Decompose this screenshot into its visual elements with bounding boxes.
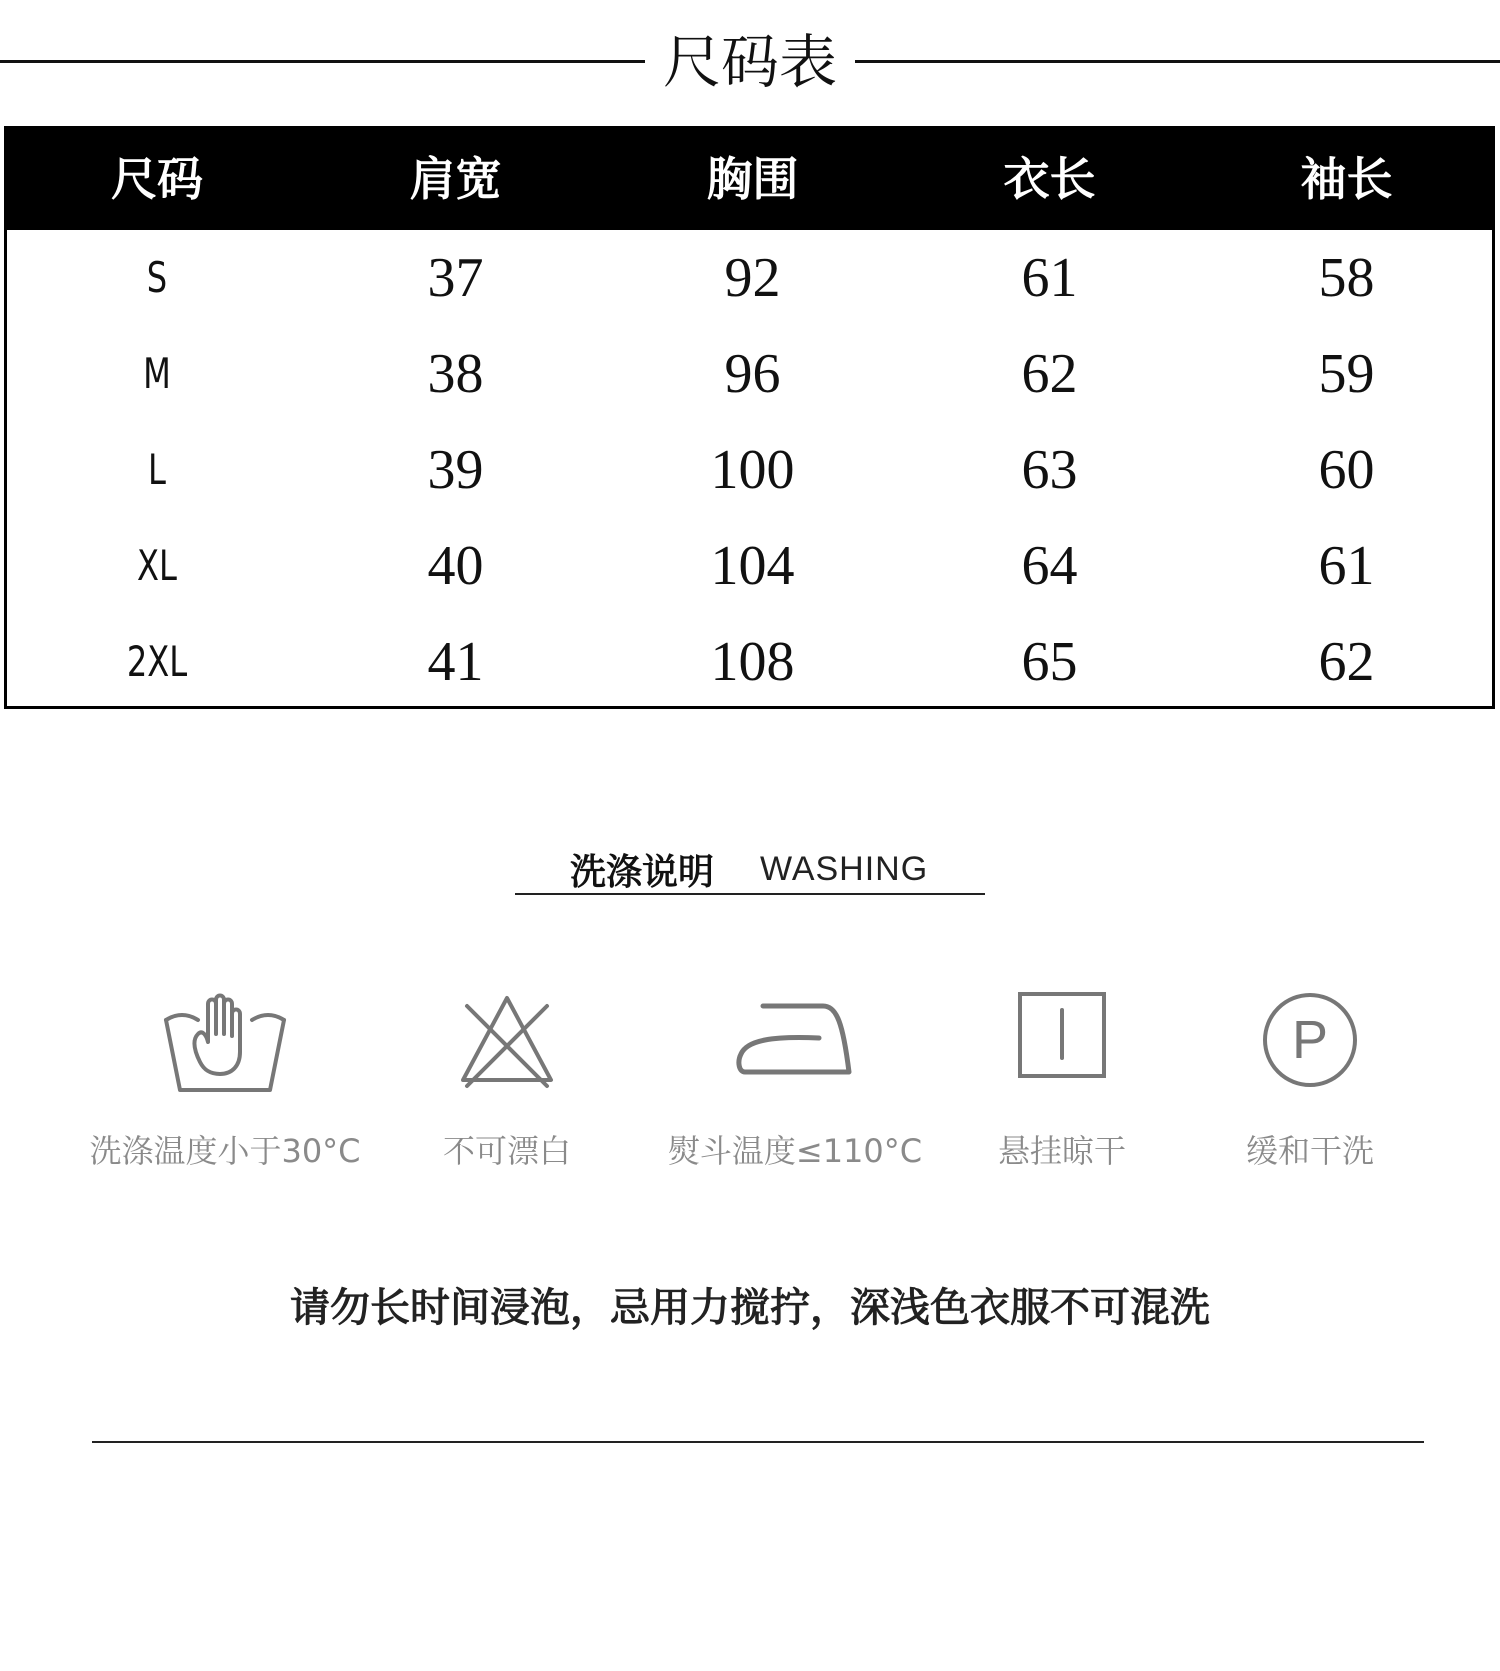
table-cell: 108: [710, 631, 795, 693]
table-cell: 100: [710, 439, 795, 501]
table-cell: 59: [1318, 343, 1375, 405]
care-item-iron: [645, 990, 945, 1180]
table-row: [7, 230, 1492, 326]
care-item-hand-wash: [75, 990, 375, 1180]
header-sleeve: 袖长: [1300, 152, 1393, 206]
size-table: [4, 126, 1495, 709]
washing-section-title: [515, 838, 985, 898]
table-cell: 39: [427, 439, 484, 501]
care-label: 缓和干洗: [1245, 1132, 1374, 1170]
table-cell: 37: [427, 247, 484, 309]
table-cell: 63: [1021, 439, 1078, 501]
header-chest: 胸围: [706, 152, 799, 206]
table-cell: 65: [1021, 631, 1078, 693]
header-size: 尺码: [111, 152, 203, 206]
title-rule-right: [855, 60, 1500, 63]
care-notice: 请勿长时间浸泡，忌用力搅拧，深浅色衣服不可混洗: [290, 1285, 1210, 1331]
header-shoulder: 肩宽: [409, 152, 502, 206]
table-cell: 61: [1021, 247, 1078, 309]
table-cell: 40: [427, 535, 484, 597]
table-cell: 92: [724, 247, 781, 309]
title-rule-left: [0, 60, 645, 63]
table-cell: 64: [1021, 535, 1078, 597]
page-title: 尺码表: [662, 28, 837, 96]
washing-title-cn: 洗涤说明: [570, 852, 715, 893]
gentle-dry-clean-icon: [1260, 990, 1360, 1090]
table-cell: 60: [1318, 439, 1375, 501]
hang-dry-icon: [1016, 990, 1108, 1080]
washing-title-underline: [515, 893, 985, 895]
care-label: 洗涤温度小于30°C: [89, 1132, 361, 1170]
care-label: 不可漂白: [442, 1132, 571, 1170]
table-row: [7, 614, 1492, 710]
size-cell: XL: [137, 541, 177, 590]
size-cell: 2XL: [126, 637, 188, 686]
table-cell: 38: [427, 343, 484, 405]
washing-title-en: WASHING: [760, 850, 929, 888]
size-cell: M: [143, 349, 171, 398]
table-cell: 58: [1318, 247, 1375, 309]
table-cell: 41: [427, 631, 484, 693]
table-row: [7, 422, 1492, 518]
header-length: 衣长: [1003, 152, 1096, 206]
table-row: [7, 326, 1492, 422]
table-cell: 104: [710, 535, 795, 597]
table-cell: 62: [1318, 631, 1375, 693]
care-label: 熨斗温度≤110°C: [667, 1132, 923, 1170]
iron-icon: [733, 990, 857, 1080]
table-row: [7, 518, 1492, 614]
size-chart-title-bar: [0, 22, 1500, 102]
bottom-divider: [92, 1441, 1424, 1443]
table-cell: 62: [1021, 343, 1078, 405]
size-cell: L: [148, 445, 166, 494]
table-cell: 61: [1318, 535, 1375, 597]
care-item-gentle-dry-clean: [1160, 990, 1460, 1180]
hand-wash-icon: [160, 990, 290, 1094]
care-item-no-bleach: [357, 990, 657, 1180]
dry-clean-glyph: P: [1291, 1010, 1329, 1070]
table-header: [7, 129, 1492, 230]
size-cell: S: [146, 253, 168, 302]
care-label: 悬挂晾干: [997, 1132, 1126, 1170]
table-cell: 96: [724, 343, 781, 405]
no-bleach-icon: [457, 990, 557, 1090]
